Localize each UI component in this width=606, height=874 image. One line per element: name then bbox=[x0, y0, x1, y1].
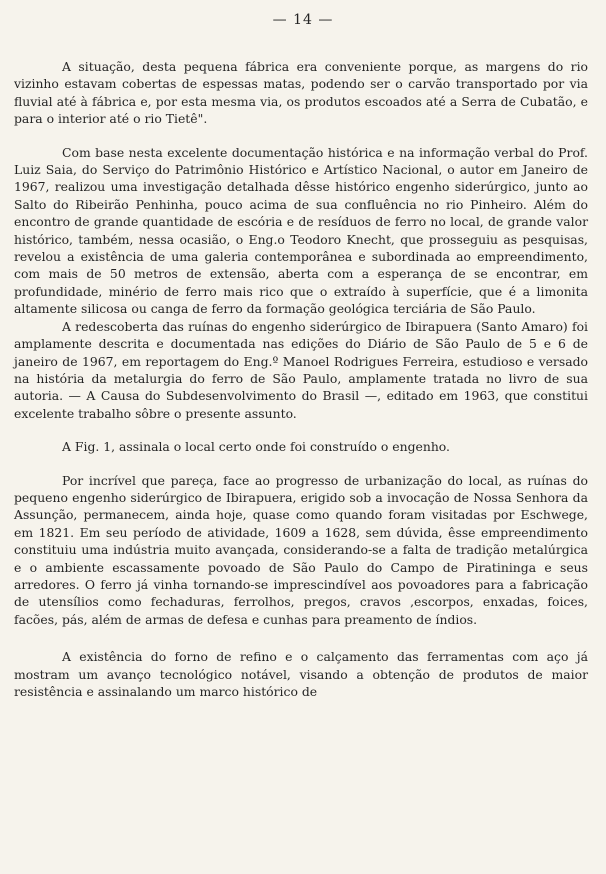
paragraph-2: Com base nesta excelente documentação histórica e na informação verbal do Prof. Luiz Saia, do Serviço do Patrimônio Histórico e Artístico Nacional, o autor em Janeiro de 1967, realizou uma investigação detalhada dêsse histórico engenho siderúrgico, junto ao Salto do Ribeirão Penhinha, pouco acima de sua confluência no rio Pinheiro. Além do encontro de grande quantidade de escória e de resíduos de ferro no local, de grande valor histórico, também, nessa ocasião, o Eng.o Teodoro Knecht, que prosseguiu as pesquisas, revelou a existência de uma galeria contemporânea e subordinada ao empreendimento, com mais de 50 metros de extensão, aberta com a esperança de se encontrar, em profundidade, minério de ferro mais rico que o extraído à superfície, que é a limonita altamente silicosa ou canga de ferro da formação geológica terciária de São Paulo. bbox=[14, 144, 588, 317]
paragraph-5: Por incrível que pareça, face ao progresso de urbanização do local, as ruínas do pequeno engenho siderúrgico de Ibirapuera, erigido sob a invocação de Nossa Senhora da Assunção, permanecem, ainda hoje, quase como quando foram visitadas por Eschwege, em 1821. Em seu período de atividade, 1609 a 1628, sem dúvida, êsse empreendimento constituiu uma indústria muito avançada, considerando-se a falta de tradição metalúrgica e o ambiente escassamente povoado de São Paulo do Campo de Piratininga e seus arredores. O ferro já vinha tornando-se imprescindível aos povoadores para a fabricação de utensílios como fechaduras, ferrolhos, pregos, cravos ,escorpos, enxadas, foices, facões, pás, além de armas de defesa e cunhas para preamento de índios. bbox=[14, 472, 588, 627]
paragraph-4: A Fig. 1, assinala o local certo onde foi construído o engenho. bbox=[62, 439, 450, 455]
body-text bbox=[14, 58, 588, 700]
page-number: — 14 — bbox=[272, 12, 334, 28]
paragraph-3: A redescoberta das ruínas do engenho siderúrgico de Ibirapuera (Santo Amaro) foi amplamente descrita e documentada nas edições do Diário de São Paulo de 5 e 6 de janeiro de 1967, em reportagem do Eng.º Manoel Rodrigues Ferreira, estudioso e versado na história da metalurgia do ferro de São Paulo, amplamente tratada no livro de sua autoria. — A Causa do Subdesenvolvimento do Brasil —, editado em 1963, que constitui excelente trabalho sôbre o presente assunto. bbox=[14, 318, 588, 421]
paragraph-1: A situação, desta pequena fábrica era conveniente porque, as margens do rio vizinho estavam cobertas de espessas matas, podendo ser o carvão transportado por via fluvial até à fábrica e, por esta mesma via, os produtos escoados até a Serra de Cubatão, e para o interior até o rio Tietê". bbox=[14, 59, 588, 127]
paragraph-6: A existência do forno de refino e o calçamento das ferramentas com aço já mostram um avanço tecnológico notável, visando a obtenção de produtos de maior resistência e assinalando um marco histórico de bbox=[14, 649, 588, 699]
